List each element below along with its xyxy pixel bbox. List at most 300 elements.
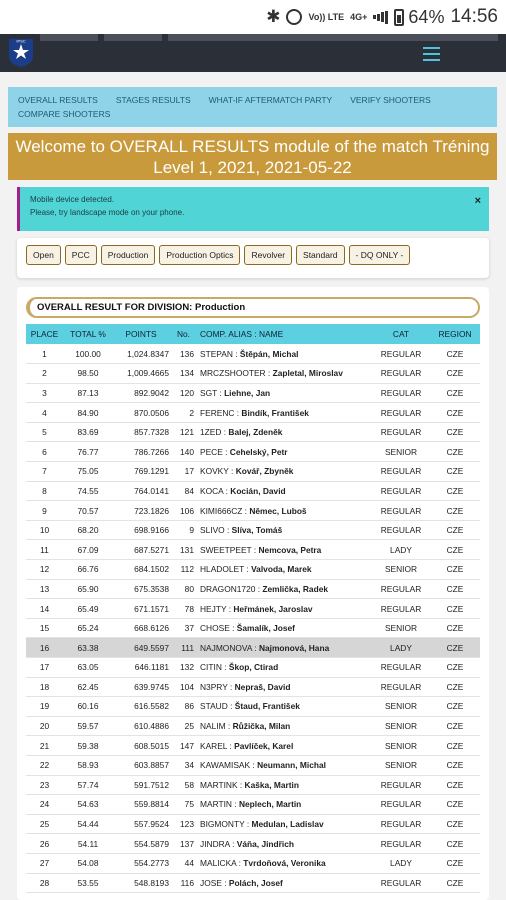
cell-points: 1,024.8347	[127, 348, 169, 359]
menu-item-compare-shooters[interactable]: COMPARE SHOOTERS	[18, 109, 111, 119]
alarm-icon	[286, 9, 302, 25]
alias-separator: :	[251, 642, 259, 653]
cell-points: 649.5597	[134, 642, 169, 653]
mobile-alert	[17, 187, 489, 231]
alias-separator: :	[244, 564, 252, 575]
cell-place: 24	[39, 799, 50, 810]
cell-total: 87.13	[77, 387, 99, 398]
alias-separator: :	[224, 525, 232, 536]
cell-no: 134	[180, 368, 194, 379]
cell-alias-name[interactable]	[197, 422, 372, 442]
cell-region: CZE	[446, 721, 464, 732]
table-row[interactable]	[26, 873, 480, 893]
cell-total: 63.05	[77, 662, 99, 673]
cell-alias-name[interactable]	[197, 344, 372, 364]
cell-place: 5	[42, 427, 47, 438]
competitor-alias: HLADOLET	[200, 564, 245, 575]
competitor-alias: STAUD	[200, 701, 228, 712]
cell-alias-name[interactable]	[197, 873, 372, 893]
competitor-alias: N3PRY	[200, 681, 228, 692]
cell-cat: SENIOR	[384, 623, 418, 634]
welcome-banner: Welcome to OVERALL RESULTS module of the match Tréning Level 1, 2021, 2021-05-22	[8, 133, 497, 180]
signal-icon	[373, 9, 388, 25]
cell-total: 68.20	[77, 525, 99, 536]
cell-points: 548.8193	[134, 877, 169, 888]
cell-no: 34	[184, 760, 194, 771]
cell-place: 16	[39, 642, 50, 653]
battery-indicator	[394, 7, 444, 28]
cell-no: 116	[180, 877, 194, 888]
table-row[interactable]	[26, 520, 480, 540]
table-row[interactable]	[26, 403, 480, 423]
menu-item-verify-shooters[interactable]: VERIFY SHOOTERS	[350, 95, 431, 105]
cell-total: 65.49	[77, 603, 99, 614]
table-row[interactable]	[26, 618, 480, 638]
competitor-alias: MARTIN	[200, 799, 232, 810]
cell-total: 54.11	[77, 838, 99, 849]
alias-separator: :	[242, 505, 250, 516]
cell-cat: REGULAR	[380, 681, 422, 692]
alias-separator: :	[228, 466, 236, 477]
cell-place: 7	[42, 466, 47, 477]
alias-separator: :	[232, 348, 240, 359]
competitor-name: Němec, Luboš	[249, 505, 307, 516]
alias-separator: :	[244, 819, 252, 830]
cell-alias-name[interactable]	[197, 638, 372, 658]
competitor-alias: CITIN	[200, 662, 222, 673]
cell-no: 123	[180, 819, 194, 830]
cell-region: CZE	[446, 505, 464, 516]
cell-cat: REGULAR	[380, 838, 422, 849]
menu-item-stages-results[interactable]: STAGES RESULTS	[115, 95, 191, 105]
cell-cat: REGULAR	[380, 662, 422, 673]
cell-total: 65.90	[77, 583, 99, 594]
cell-region: CZE	[446, 544, 464, 555]
cell-place: 27	[39, 858, 50, 869]
cell-place: 13	[39, 583, 50, 594]
cell-alias-name[interactable]	[197, 364, 372, 384]
cell-region: CZE	[446, 838, 464, 849]
alias-separator: :	[221, 662, 229, 673]
results-table	[26, 324, 480, 893]
menu-item-overall-results[interactable]: OVERALL RESULTS	[18, 95, 98, 105]
alert-line-1: Mobile device detected.	[30, 195, 115, 204]
cell-points: 610.4886	[134, 721, 169, 732]
alias-separator: :	[227, 740, 235, 751]
cell-cat: LADY	[390, 858, 412, 869]
table-row[interactable]	[26, 344, 480, 364]
cell-alias-name[interactable]	[197, 716, 372, 736]
alias-separator: :	[251, 544, 259, 555]
cell-total: 54.44	[77, 819, 99, 830]
cell-cat: SENIOR	[384, 564, 418, 575]
competitor-alias: HEJTY	[200, 603, 227, 614]
competitor-name: Štěpán, Michal	[239, 348, 299, 359]
cell-alias-name[interactable]	[197, 501, 372, 521]
cell-no: 131	[180, 544, 194, 555]
table-row[interactable]	[26, 383, 480, 403]
cell-alias-name[interactable]	[197, 599, 372, 619]
menu-item-what-if[interactable]: WHAT-IF AFTERMATCH PARTY	[208, 95, 333, 105]
cell-place: 20	[39, 721, 50, 732]
clock: 14:56	[450, 6, 498, 27]
browser-tabs-strip	[40, 34, 506, 41]
cell-cat: REGULAR	[380, 819, 422, 830]
competitor-alias: MALICKA	[200, 858, 237, 869]
competitor-alias: MARTINK	[200, 779, 238, 790]
alias-separator: :	[255, 583, 263, 594]
table-row[interactable]	[26, 755, 480, 775]
cell-points: 554.5879	[134, 838, 169, 849]
competitor-name: Kovář, Zbyněk	[235, 466, 294, 477]
table-row[interactable]	[26, 814, 480, 834]
cell-place: 6	[42, 446, 47, 457]
cell-region: CZE	[446, 858, 464, 869]
table-row[interactable]	[26, 462, 480, 482]
cell-total: 54.63	[77, 799, 99, 810]
cell-no: 75	[184, 799, 194, 810]
cell-alias-name[interactable]	[197, 795, 372, 815]
table-row[interactable]	[26, 658, 480, 678]
competitor-alias: SLIVO	[200, 525, 225, 536]
competitor-name: Medulan, Ladislav	[251, 819, 324, 830]
cell-alias-name[interactable]	[197, 540, 372, 560]
competitor-name: Nepraš, David	[234, 681, 291, 692]
competitor-name: Šamalík, Josef	[236, 623, 295, 634]
competitor-name: Kaška, Martin	[244, 779, 299, 790]
cell-points: 857.7328	[134, 427, 169, 438]
col-header-cat[interactable]: CAT	[392, 329, 410, 339]
alert-line-2: Please, try landscape mode on your phone.	[30, 208, 185, 217]
cell-no: 120	[180, 387, 194, 398]
alias-separator: :	[222, 446, 230, 457]
competitor-alias: MRCZSHOOTER	[200, 368, 266, 379]
table-row[interactable]	[26, 795, 480, 815]
cell-alias-name[interactable]	[197, 677, 372, 697]
competitor-alias: NALIM	[200, 721, 226, 732]
alias-separator: :	[236, 858, 244, 869]
alias-separator: :	[226, 603, 234, 614]
competitor-alias: BIGMONTY	[200, 819, 245, 830]
table-row[interactable]	[26, 834, 480, 854]
cell-cat: REGULAR	[380, 466, 422, 477]
cell-alias-name[interactable]	[197, 853, 372, 873]
cell-points: 892.9042	[134, 387, 169, 398]
division-open-button[interactable]: Open	[26, 245, 61, 265]
cell-place: 15	[39, 623, 50, 634]
cell-cat: REGULAR	[380, 485, 422, 496]
cell-points: 554.2773	[134, 858, 169, 869]
cell-alias-name[interactable]	[197, 775, 372, 795]
top-navbar	[0, 34, 506, 72]
division-standard-button[interactable]: Standard	[296, 245, 345, 265]
cell-alias-name[interactable]	[197, 520, 372, 540]
col-header-points[interactable]: POINTS	[125, 329, 157, 339]
alias-separator: :	[227, 681, 235, 692]
competitor-alias: NAJMONOVA	[200, 642, 252, 653]
table-row[interactable]	[26, 599, 480, 619]
cell-cat: SENIOR	[384, 701, 418, 712]
table-row[interactable]	[26, 364, 480, 384]
competitor-name: Liehne, Jan	[224, 387, 271, 398]
cell-region: CZE	[446, 681, 464, 692]
cell-cat: REGULAR	[380, 407, 422, 418]
table-row[interactable]	[26, 579, 480, 599]
cell-alias-name[interactable]	[197, 697, 372, 717]
cell-place: 18	[39, 681, 50, 692]
ipsc-logo[interactable]	[6, 36, 36, 68]
cell-region: CZE	[446, 466, 464, 477]
cell-no: 44	[184, 858, 194, 869]
cell-region: CZE	[446, 877, 464, 888]
competitor-name: Slíva, Tomáš	[231, 525, 283, 536]
competitor-name: Růžička, Milan	[232, 721, 291, 732]
cell-no: 78	[184, 603, 194, 614]
cell-alias-name[interactable]	[197, 403, 372, 423]
network-type: 4G+	[350, 11, 368, 22]
table-row[interactable]	[26, 853, 480, 873]
competitor-alias: KAREL	[200, 740, 228, 751]
competitor-alias: JINDRA	[200, 838, 230, 849]
table-row[interactable]	[26, 540, 480, 560]
table-row[interactable]	[26, 560, 480, 580]
cell-alias-name[interactable]	[197, 736, 372, 756]
table-row[interactable]	[26, 422, 480, 442]
cell-no: 132	[180, 662, 194, 673]
alias-separator: :	[227, 701, 235, 712]
cell-no: 136	[180, 348, 194, 359]
cell-cat: SENIOR	[384, 446, 418, 457]
competitor-name: Štaud, František	[234, 701, 300, 712]
cell-no: 25	[184, 721, 194, 732]
table-row[interactable]	[26, 638, 480, 658]
cell-alias-name[interactable]	[197, 579, 372, 599]
cell-no: 9	[189, 525, 194, 536]
logo-text: IPSC	[16, 38, 26, 44]
alias-separator: :	[234, 407, 242, 418]
col-header-place[interactable]: PLACE	[30, 329, 59, 339]
cell-place: 14	[39, 603, 50, 614]
table-row[interactable]	[26, 481, 480, 501]
cell-region: CZE	[446, 701, 464, 712]
cell-cat: REGULAR	[380, 799, 422, 810]
division-production-button[interactable]: Production	[101, 245, 156, 265]
cell-region: CZE	[446, 525, 464, 536]
alias-separator: :	[229, 838, 237, 849]
cell-points: 671.1571	[134, 603, 169, 614]
cell-total: 53.55	[77, 877, 99, 888]
cell-points: 603.8857	[134, 760, 169, 771]
cell-place: 4	[42, 407, 47, 418]
competitor-name: Bindík, František	[241, 407, 309, 418]
cell-place: 19	[39, 701, 50, 712]
cell-no: 140	[180, 446, 194, 457]
competitor-name: Nemcova, Petra	[258, 544, 322, 555]
cell-place: 22	[39, 760, 50, 771]
cell-no: 137	[180, 838, 194, 849]
cell-no: 111	[181, 642, 194, 653]
cell-cat: SENIOR	[384, 740, 418, 751]
competitor-name: Najmonová, Hana	[258, 642, 330, 653]
cell-points: 684.1502	[134, 564, 169, 575]
battery-level: 64%	[408, 6, 445, 27]
cell-region: CZE	[446, 583, 464, 594]
alias-separator: :	[217, 387, 225, 398]
cell-alias-name[interactable]	[197, 383, 372, 403]
cell-place: 2	[42, 368, 47, 379]
cell-alias-name[interactable]	[197, 442, 372, 462]
cell-total: 59.38	[77, 740, 99, 751]
cell-place: 8	[42, 485, 47, 496]
cell-alias-name[interactable]	[197, 658, 372, 678]
table-row[interactable]	[26, 442, 480, 462]
cell-total: 98.50	[77, 368, 99, 379]
cell-no: 104	[180, 681, 194, 692]
cell-points: 616.5582	[134, 701, 169, 712]
cell-region: CZE	[446, 407, 464, 418]
cell-no: 121	[180, 427, 194, 438]
cell-total: 84.90	[77, 407, 99, 418]
cell-region: CZE	[446, 779, 464, 790]
cell-place: 10	[39, 525, 50, 536]
col-header-alias[interactable]: COMP. ALIAS : NAME	[200, 329, 284, 339]
close-icon[interactable]: ×	[474, 195, 481, 207]
table-row[interactable]	[26, 677, 480, 697]
competitor-alias: SWEETPEET	[200, 544, 252, 555]
cell-total: 65.24	[77, 623, 99, 634]
competitor-name: Váňa, Jindřich	[236, 838, 295, 849]
cell-cat: REGULAR	[380, 779, 422, 790]
table-row[interactable]	[26, 716, 480, 736]
cell-cat: SENIOR	[384, 760, 418, 771]
competitor-alias: JOSE	[200, 877, 222, 888]
cell-no: 84	[184, 485, 194, 496]
col-header-region[interactable]: REGION	[438, 329, 472, 339]
competitor-name: Zapletal, Miroslav	[272, 368, 343, 379]
col-header-no[interactable]: No.	[176, 329, 191, 339]
cell-alias-name[interactable]	[197, 462, 372, 482]
cell-no: 86	[184, 701, 194, 712]
results-title: OVERALL RESULT FOR DIVISION: Production	[26, 297, 480, 318]
competitor-alias: KOCA	[200, 485, 224, 496]
cell-place: 21	[39, 740, 50, 751]
cell-alias-name[interactable]	[197, 755, 372, 775]
cell-total: 67.09	[77, 544, 99, 555]
cell-cat: REGULAR	[380, 877, 422, 888]
cell-total: 74.55	[77, 485, 99, 496]
cell-total: 66.76	[77, 564, 99, 575]
table-header-row	[26, 324, 480, 344]
cell-cat: SENIOR	[384, 721, 418, 732]
cell-place: 26	[39, 838, 50, 849]
cell-region: CZE	[446, 760, 464, 771]
module-menu	[8, 87, 497, 127]
cell-alias-name[interactable]	[197, 560, 372, 580]
cell-region: CZE	[446, 348, 464, 359]
cell-region: CZE	[446, 427, 464, 438]
competitor-alias: PECE	[200, 446, 223, 457]
cell-cat: REGULAR	[380, 505, 422, 516]
cell-points: 723.1826	[134, 505, 169, 516]
cell-points: 786.7266	[134, 446, 169, 457]
cell-points: 698.9166	[134, 525, 169, 536]
cell-region: CZE	[446, 642, 464, 653]
col-header-total[interactable]: TOTAL %	[70, 329, 106, 339]
cell-cat: REGULAR	[380, 368, 422, 379]
competitor-name: Zemlička, Radek	[262, 583, 329, 594]
bluetooth-icon: ✱	[266, 7, 281, 26]
alias-separator: :	[223, 485, 231, 496]
cell-points: 687.5271	[134, 544, 169, 555]
competitor-name: Tvrdoňová, Veronika	[243, 858, 326, 869]
table-row[interactable]	[26, 697, 480, 717]
alias-separator: :	[231, 799, 239, 810]
status-bar	[0, 0, 506, 34]
division-pcc-button[interactable]: PCC	[65, 245, 97, 265]
alias-separator: :	[237, 779, 245, 790]
competitor-name: Škop, Ctirad	[228, 662, 279, 673]
division-dq-only-button[interactable]: - DQ ONLY -	[349, 245, 411, 265]
cell-points: 668.6126	[134, 623, 169, 634]
cell-region: CZE	[446, 485, 464, 496]
cell-no: 37	[184, 623, 194, 634]
cell-alias-name[interactable]	[197, 814, 372, 834]
competitor-alias: CHOSE	[200, 623, 230, 634]
cell-total: 58.93	[77, 760, 99, 771]
cell-place: 25	[39, 819, 50, 830]
cell-region: CZE	[446, 564, 464, 575]
competitor-name: Cehelský, Petr	[229, 446, 288, 457]
cell-region: CZE	[446, 603, 464, 614]
cell-points: 1,009.4665	[127, 368, 169, 379]
division-revolver-button[interactable]: Revolver	[244, 245, 292, 265]
cell-alias-name[interactable]	[197, 481, 372, 501]
table-row[interactable]	[26, 736, 480, 756]
cell-cat: REGULAR	[380, 427, 422, 438]
battery-icon	[394, 9, 404, 26]
competitor-name: Kocián, David	[230, 485, 286, 496]
cell-place: 12	[39, 564, 50, 575]
competitor-name: Neplech, Martin	[238, 799, 302, 810]
division-production-optics-button[interactable]: Production Optics	[159, 245, 240, 265]
results-panel	[17, 287, 489, 900]
cell-alias-name[interactable]	[197, 618, 372, 638]
hamburger-menu-icon[interactable]	[423, 47, 440, 65]
cell-no: 112	[180, 564, 194, 575]
alias-separator: :	[221, 427, 229, 438]
cell-points: 870.0506	[134, 407, 169, 418]
table-row[interactable]	[26, 501, 480, 521]
cell-cat: REGULAR	[380, 525, 422, 536]
cell-region: CZE	[446, 799, 464, 810]
competitor-name: Heřmánek, Jaroslav	[233, 603, 313, 614]
competitor-alias: SGT	[200, 387, 218, 398]
cell-points: 591.7512	[134, 779, 169, 790]
cell-total: 83.69	[77, 427, 99, 438]
table-row[interactable]	[26, 775, 480, 795]
cell-total: 62.45	[77, 681, 99, 692]
cell-place: 28	[39, 877, 50, 888]
cell-alias-name[interactable]	[197, 834, 372, 854]
competitor-name: Balej, Zdeněk	[228, 427, 283, 438]
cell-no: 80	[184, 583, 194, 594]
competitor-alias: 1ZED	[200, 427, 222, 438]
cell-region: CZE	[446, 662, 464, 673]
cell-points: 646.1181	[134, 662, 169, 673]
competitor-name: Pavlíček, Karel	[234, 740, 294, 751]
cell-cat: REGULAR	[380, 603, 422, 614]
cell-points: 557.9524	[134, 819, 169, 830]
